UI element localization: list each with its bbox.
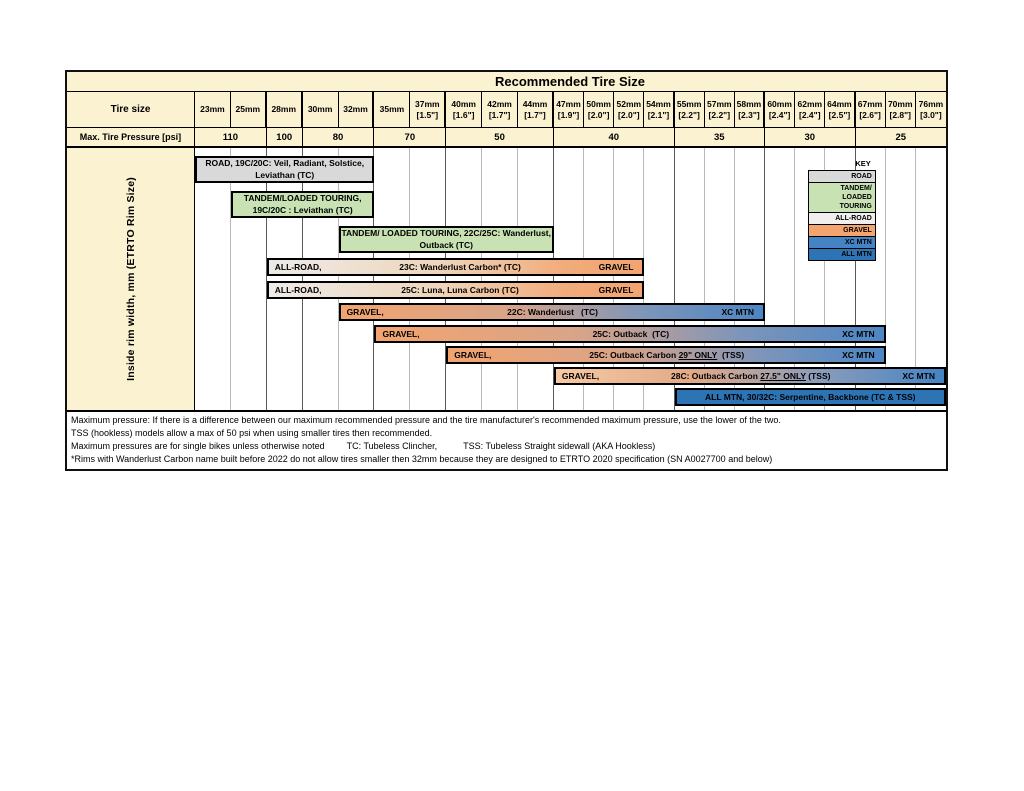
grid-line [195, 148, 231, 410]
tire-size-column-header [374, 92, 410, 127]
tire-size-column-header [735, 92, 765, 127]
tire-size-mm: 57mm [707, 98, 732, 109]
tire-size-mm: 25mm [235, 104, 261, 114]
footnote-part: Maximum pressures are for single bikes unless otherwise noted [71, 441, 325, 451]
legend-label-line: LOADED TOURING [839, 194, 872, 210]
chart-title: Recommended Tire Size [494, 74, 646, 89]
tire-size-inch: [1.6"] [452, 109, 475, 120]
tire-size-inch: [2.8"] [889, 109, 911, 120]
grid-line [231, 148, 267, 410]
tire-size-inch: [2.3"] [738, 109, 760, 120]
tire-size-column-header [554, 92, 584, 127]
tire-size-inch: [3.0"] [920, 109, 942, 120]
y-axis-label: Inside rim width, mm (ETRTO Rim Size) [124, 177, 137, 381]
tire-size-column-header [231, 92, 267, 127]
grid-line [339, 148, 375, 410]
tire-size-inch: [1.7"] [524, 109, 546, 120]
tire-size-inch: [2.4"] [768, 109, 791, 120]
max-pressure-values [195, 128, 946, 146]
range-bar [554, 367, 946, 385]
bar-label-center: 28C: Outback Carbon 27.5" ONLY (TSS) [671, 371, 831, 381]
legend-label-line: GRAVEL [843, 227, 872, 234]
legend-row [809, 249, 875, 260]
pressure-value-cell: 30 [765, 128, 855, 146]
grid-line [374, 148, 410, 410]
tire-size-mm: 30mm [307, 104, 333, 114]
tire-size-mm: 37mm [415, 98, 440, 109]
tire-size-mm: 55mm [676, 98, 702, 109]
tire-size-inch: [2.6"] [859, 109, 881, 120]
bar-label-left: GRAVEL, [346, 307, 384, 317]
legend-row [809, 183, 875, 213]
bar-label-right: XC MTN [842, 329, 875, 339]
tire-size-inch: [2.5"] [828, 109, 851, 120]
tire-size-mm: 44mm [522, 98, 548, 109]
range-bar [339, 303, 765, 321]
pressure-value-cell: 70 [374, 128, 446, 146]
tire-size-mm: 60mm [767, 98, 792, 109]
tire-size-mm: 35mm [379, 104, 405, 114]
bar-label-center: 25C: Luna, Luna Carbon (TC) [401, 285, 519, 295]
footnote-part: TC: Tubeless Clincher, [346, 441, 438, 451]
pressure-value-cell: 25 [895, 131, 907, 143]
tire-size-column-header [303, 92, 339, 127]
pressure-value-cell: 110 [195, 128, 267, 146]
underlined-text: 29" ONLY [678, 350, 718, 360]
bar-label-right: GRAVEL [598, 285, 634, 295]
tire-size-column-header [795, 92, 825, 127]
max-pressure-row [67, 128, 946, 148]
bar-label-left: ALL-ROAD, [274, 262, 322, 272]
bar-label-right: XC MTN [721, 307, 755, 317]
bar-label-center: 25C: Outback Carbon 29" ONLY (TSS) [589, 350, 745, 360]
tire-size-columns [195, 92, 946, 127]
bar-label-left: GRAVEL, [382, 329, 420, 339]
tire-size-chart [65, 70, 948, 471]
tire-size-inch: [2.2"] [678, 109, 700, 120]
tire-size-column-header [856, 92, 886, 127]
range-bar [446, 346, 885, 364]
bar-label-line: Outback (TC) [419, 239, 473, 250]
legend-row [809, 225, 875, 237]
bar-label-right: XC MTN [842, 350, 875, 360]
tire-size-column-header [410, 92, 446, 127]
legend [808, 159, 876, 261]
bar-label-line: Leviathan (TC) [255, 169, 315, 180]
range-bar [339, 226, 554, 253]
tire-size-column-header [644, 92, 674, 127]
pressure-value-cell: 40 [554, 128, 675, 146]
tire-size-column-header [614, 92, 644, 127]
legend-label-line: XC MTN [844, 239, 872, 246]
tire-size-mm: 42mm [487, 98, 512, 109]
underlined-text: 27.5" ONLY [760, 371, 806, 381]
footnote-line [71, 440, 942, 453]
legend-box [808, 170, 876, 261]
plot-area [195, 148, 946, 410]
bar-label-right: XC MTN [902, 371, 935, 381]
tire-size-column-header [825, 92, 855, 127]
tire-size-inch: [2.0"] [618, 109, 640, 120]
tire-size-mm: 67mm [857, 98, 883, 109]
tire-size-mm: 32mm [343, 104, 368, 114]
footnote-line: TSS (hookless) models allow a max of 50 psi when using smaller tires then recommended. [71, 428, 433, 438]
bar-label-center: 23C: Wanderlust Carbon* (TC) [399, 262, 521, 272]
tire-size-label-cell: Tire size [67, 92, 195, 127]
tire-size-mm: 58mm [736, 98, 762, 109]
tire-size-column-header [584, 92, 614, 127]
tire-size-column-header [765, 92, 795, 127]
tire-size-column-header [267, 92, 303, 127]
tire-size-inch: [2.4"] [799, 109, 821, 120]
grid-line [482, 148, 518, 410]
bar-label-line: ROAD, 19C/20C: Veil, Radiant, Solstice, [205, 158, 365, 168]
range-bar [267, 281, 645, 299]
grid-line [410, 148, 446, 410]
legend-row [809, 171, 875, 183]
pressure-value-cell: 35 [675, 128, 765, 146]
tire-size-mm: 52mm [616, 98, 642, 109]
tire-size-inch: [1.7"] [488, 109, 511, 120]
tire-size-mm: 23mm [200, 104, 225, 114]
range-bar [195, 156, 374, 183]
footnotes [67, 410, 946, 469]
tire-size-column-header [482, 92, 518, 127]
legend-row [809, 237, 875, 249]
bar-label-line: TANDEM/ LOADED TOURING, 22C/25C: Wanderlust, [341, 228, 551, 238]
bar-label-line: 19C/20C : Leviathan (TC) [252, 204, 353, 215]
tire-size-mm: 28mm [271, 104, 297, 114]
grid-line [518, 148, 554, 410]
tire-size-mm: 76mm [918, 98, 944, 109]
tire-size-inch: [2.2"] [708, 109, 731, 120]
bar-label-left: ALL-ROAD, [274, 285, 322, 295]
bar-label-left: GRAVEL, [561, 371, 600, 381]
legend-label-line: ROAD [851, 173, 872, 180]
tire-size-mm: 54mm [646, 98, 671, 109]
bar-label-left: GRAVEL, [454, 350, 492, 360]
tire-size-mm: 62mm [797, 98, 823, 109]
tire-size-inch: [2.1"] [647, 109, 670, 120]
tire-size-column-header [705, 92, 735, 127]
bar-label-center: 25C: Outback (TC) [592, 329, 670, 339]
legend-title: KEY [855, 159, 871, 168]
tire-size-mm: 70mm [887, 98, 913, 109]
y-axis-label-cell [67, 148, 195, 410]
tire-size-column-header [195, 92, 231, 127]
tire-size-mm: 64mm [827, 98, 852, 109]
footnote-line: *Rims with Wanderlust Carbon name built before 2022 do not allow tires smaller then 32mm because they are designed to ETRTO 2020 specification (SN A0027700 and below) [71, 454, 773, 464]
tire-size-inch: [1.9"] [557, 109, 580, 120]
bar-label-center: 22C: Wanderlust (TC) [507, 307, 598, 317]
bar-label-right: GRAVEL [598, 262, 634, 272]
legend-label-line: ALL-ROAD [835, 215, 872, 222]
legend-row [809, 213, 875, 225]
tire-size-column-header [339, 92, 375, 127]
pressure-value-cell: 50 [446, 128, 554, 146]
tire-size-column-header [518, 92, 554, 127]
grid-line [446, 148, 482, 410]
range-bar [231, 191, 375, 218]
tire-size-inch: [2.0"] [587, 109, 610, 120]
tire-size-header-row [67, 92, 946, 128]
legend-label-line: ALL MTN [841, 251, 872, 258]
tire-size-column-header [675, 92, 705, 127]
tire-size-inch: [1.5"] [416, 109, 439, 120]
tire-size-column-header [446, 92, 482, 127]
tire-size-mm: 40mm [451, 98, 476, 109]
max-pressure-label-cell: Max. Tire Pressure [psi] [67, 128, 195, 146]
tire-size-column-header [916, 92, 946, 127]
range-bar [267, 258, 645, 276]
tire-size-mm: 50mm [586, 98, 611, 109]
range-bar [374, 325, 885, 343]
legend-label-line: TANDEM/ [840, 185, 872, 192]
chart-body [67, 148, 946, 410]
bar-label-line: TANDEM/LOADED TOURING, [243, 193, 362, 203]
tire-size-mm: 47mm [556, 98, 581, 109]
footnote-line: Maximum pressure: If there is a difference between our maximum recommended pressure and the tire manufacturer's recommended maximum pressure, use the lower of the two. [71, 415, 781, 425]
bar-label-center: ALL MTN, 30/32C: Serpentine, Backbone (TC & TSS) [705, 392, 916, 402]
grid-line [267, 148, 303, 410]
pressure-value-cell: 80 [303, 128, 375, 146]
grid-line [303, 148, 339, 410]
range-bar [675, 388, 946, 406]
footnote-part: TSS: Tubeless Straight sidewall (AKA Hookless) [463, 441, 656, 451]
tire-size-column-header [886, 92, 916, 127]
chart-title-row [67, 72, 946, 92]
pressure-value-cell: 100 [267, 128, 303, 146]
